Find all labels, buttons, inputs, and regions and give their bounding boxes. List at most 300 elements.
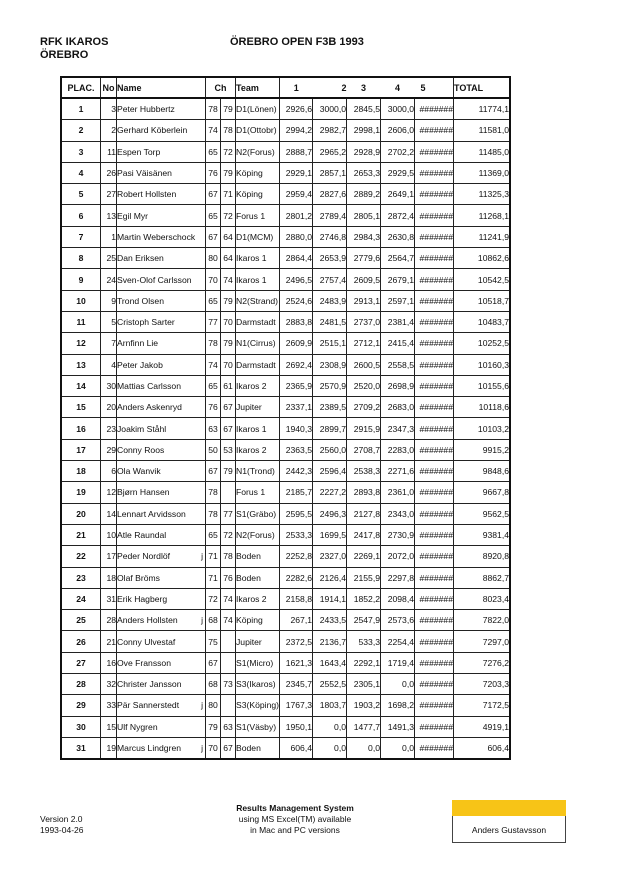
competitor-name: Arnfinn Lie [117, 338, 159, 349]
channel-1-cell: 67 [206, 461, 221, 482]
channel-1-cell: 71 [206, 567, 221, 588]
name-cell [117, 354, 206, 375]
total-cell: 9848,6 [454, 461, 511, 482]
placement-cell: 12 [61, 333, 101, 354]
round-5-cell: ####### [415, 674, 454, 695]
name-cell [117, 248, 206, 269]
channel-1-cell: 79 [206, 716, 221, 737]
channel-1-cell: 78 [206, 98, 221, 120]
table-row [61, 290, 510, 311]
placement-cell: 11 [61, 311, 101, 332]
table-row [61, 162, 510, 183]
round-2-cell: 2481,5 [313, 311, 347, 332]
placement-cell: 4 [61, 162, 101, 183]
table-row [61, 588, 510, 609]
channel-2-cell: 74 [221, 269, 236, 290]
round-1-cell: 2442,3 [280, 461, 313, 482]
placement-cell: 10 [61, 290, 101, 311]
channel-2-cell [221, 695, 236, 716]
table-row [61, 98, 510, 120]
number-cell: 33 [101, 695, 117, 716]
competitor-name: Bjørn Hansen [117, 487, 170, 498]
name-cell [117, 737, 206, 759]
team-cell: N2(Strand) [236, 290, 280, 311]
competitor-name: Pasi Väisänen [117, 168, 172, 179]
team-cell: S1(Gräbo) [236, 503, 280, 524]
competitor-name: Ola Wanvik [117, 466, 161, 477]
round-5-cell: ####### [415, 375, 454, 396]
round-2-cell: 3000,0 [313, 98, 347, 120]
version-info [40, 814, 83, 836]
round-3-cell: 1852,2 [347, 588, 381, 609]
software-note [210, 803, 380, 836]
placement-cell: 14 [61, 375, 101, 396]
team-cell: S1(Micro) [236, 652, 280, 673]
total-cell: 9381,4 [454, 524, 511, 545]
total-cell: 10103,2 [454, 418, 511, 439]
number-cell: 15 [101, 716, 117, 737]
competitor-name: Olaf Bröms [117, 572, 160, 583]
round-4-cell: 2558,5 [381, 354, 415, 375]
round-5-cell: ####### [415, 226, 454, 247]
round-4-cell: 1698,2 [381, 695, 415, 716]
team-cell: Jupiter [236, 631, 280, 652]
channel-2-cell: 72 [221, 141, 236, 162]
round-4-cell: 2072,0 [381, 546, 415, 567]
table-row [61, 418, 510, 439]
number-cell: 7 [101, 333, 117, 354]
round-1-cell: 2883,8 [280, 311, 313, 332]
number-cell: 19 [101, 737, 117, 759]
team-cell: Köping [236, 610, 280, 631]
round-3-cell: 2712,1 [347, 333, 381, 354]
competitor-name: Atle Raundal [117, 530, 167, 541]
team-cell: Boden [236, 546, 280, 567]
round-5-cell: ####### [415, 567, 454, 588]
round-2-cell: 2389,5 [313, 397, 347, 418]
channel-1-cell: 70 [206, 737, 221, 759]
placement-cell: 8 [61, 248, 101, 269]
number-cell: 26 [101, 162, 117, 183]
round-3-cell: 2805,1 [347, 205, 381, 226]
round-1-cell: 2801,2 [280, 205, 313, 226]
channel-2-cell [221, 652, 236, 673]
channel-2-cell: 74 [221, 588, 236, 609]
number-cell: 21 [101, 631, 117, 652]
round-3-cell: 2913,1 [347, 290, 381, 311]
total-cell: 10118,6 [454, 397, 511, 418]
table-row [61, 248, 510, 269]
table-row [61, 737, 510, 759]
team-cell: N2(Forus) [236, 141, 280, 162]
channel-2-cell: 70 [221, 311, 236, 332]
round-2-cell: 0,0 [313, 737, 347, 759]
round-1-cell: 2926,6 [280, 98, 313, 120]
round-3-cell: 2737,0 [347, 311, 381, 332]
round-5-cell: ####### [415, 120, 454, 141]
col-total: TOTAL [454, 77, 511, 98]
channel-2-cell: 67 [221, 397, 236, 418]
total-cell: 10252,5 [454, 333, 511, 354]
round-3-cell: 2709,2 [347, 397, 381, 418]
round-2-cell: 2757,4 [313, 269, 347, 290]
round-2-cell: 2827,6 [313, 184, 347, 205]
name-cell [117, 674, 206, 695]
channel-1-cell: 75 [206, 631, 221, 652]
round-1-cell: 2595,5 [280, 503, 313, 524]
round-5-cell: ####### [415, 439, 454, 460]
junior-mark: j [201, 551, 203, 562]
round-2-cell: 2483,9 [313, 290, 347, 311]
number-cell: 2 [101, 120, 117, 141]
competitor-name: Ove Fransson [117, 657, 171, 668]
round-5-cell: ####### [415, 184, 454, 205]
channel-1-cell: 78 [206, 333, 221, 354]
software-title: Results Management System [236, 803, 354, 813]
competitor-name: Trond Olsen [117, 295, 164, 306]
competitor-name: Martin Weberschock [117, 231, 196, 242]
round-5-cell: ####### [415, 418, 454, 439]
round-2-cell: 2552,5 [313, 674, 347, 695]
table-row [61, 652, 510, 673]
competitor-name: Anders Askenryd [117, 402, 182, 413]
name-cell [117, 546, 206, 567]
col-plac: PLAC. [61, 77, 101, 98]
channel-2-cell: 64 [221, 248, 236, 269]
round-3-cell: 2845,5 [347, 98, 381, 120]
competitor-name: Marcus Lindgren [117, 743, 182, 754]
author-name: Anders Gustavsson [471, 825, 547, 835]
round-2-cell: 1643,4 [313, 652, 347, 673]
col-round-1: 1 [280, 77, 313, 98]
team-cell: D1(Ottobr) [236, 120, 280, 141]
junior-mark: j [201, 743, 203, 754]
team-cell: S3(Ikaros) [236, 674, 280, 695]
table-row [61, 546, 510, 567]
competition-title: ÖREBRO OPEN F3B 1993 [230, 36, 364, 48]
round-3-cell: 2292,1 [347, 652, 381, 673]
round-5-cell: ####### [415, 269, 454, 290]
name-cell [117, 695, 206, 716]
competitor-name: Ulf Nygren [117, 721, 158, 732]
channel-2-cell: 63 [221, 716, 236, 737]
results-table [60, 76, 511, 760]
round-4-cell: 2597,1 [381, 290, 415, 311]
round-4-cell: 0,0 [381, 674, 415, 695]
round-3-cell: 2708,7 [347, 439, 381, 460]
channel-1-cell: 76 [206, 162, 221, 183]
round-4-cell: 2679,1 [381, 269, 415, 290]
col-no: No [101, 77, 117, 98]
placement-cell: 2 [61, 120, 101, 141]
round-2-cell: 0,0 [313, 716, 347, 737]
name-cell [117, 120, 206, 141]
placement-cell: 24 [61, 588, 101, 609]
col-round-4: 4 [381, 77, 415, 98]
placement-cell: 7 [61, 226, 101, 247]
total-cell: 7822,0 [454, 610, 511, 631]
placement-cell: 5 [61, 184, 101, 205]
name-cell [117, 162, 206, 183]
channel-1-cell: 65 [206, 141, 221, 162]
channel-2-cell: 72 [221, 205, 236, 226]
round-2-cell: 2857,1 [313, 162, 347, 183]
total-cell: 11485,0 [454, 141, 511, 162]
round-5-cell: ####### [415, 248, 454, 269]
round-2-cell: 2789,4 [313, 205, 347, 226]
round-1-cell: 2888,7 [280, 141, 313, 162]
round-3-cell: 1477,7 [347, 716, 381, 737]
round-2-cell: 2327,0 [313, 546, 347, 567]
team-cell: S1(Väsby) [236, 716, 280, 737]
number-cell: 17 [101, 546, 117, 567]
round-1-cell: 2524,6 [280, 290, 313, 311]
round-3-cell: 2547,9 [347, 610, 381, 631]
table-row [61, 439, 510, 460]
round-1-cell: 1940,3 [280, 418, 313, 439]
round-3-cell: 2928,9 [347, 141, 381, 162]
round-2-cell: 2570,9 [313, 375, 347, 396]
round-1-cell: 2959,4 [280, 184, 313, 205]
placement-cell: 20 [61, 503, 101, 524]
placement-cell: 23 [61, 567, 101, 588]
name-cell [117, 588, 206, 609]
placement-cell: 15 [61, 397, 101, 418]
number-cell: 11 [101, 141, 117, 162]
round-4-cell: 2343,0 [381, 503, 415, 524]
round-5-cell: ####### [415, 290, 454, 311]
name-cell [117, 418, 206, 439]
total-cell: 9915,2 [454, 439, 511, 460]
placement-cell: 21 [61, 524, 101, 545]
table-row [61, 311, 510, 332]
round-3-cell: 2417,8 [347, 524, 381, 545]
channel-1-cell: 65 [206, 205, 221, 226]
channel-1-cell: 71 [206, 546, 221, 567]
channel-2-cell: 79 [221, 333, 236, 354]
results-body [61, 98, 510, 759]
total-cell: 606,4 [454, 737, 511, 759]
number-cell: 14 [101, 503, 117, 524]
table-row [61, 269, 510, 290]
round-4-cell: 2415,4 [381, 333, 415, 354]
round-5-cell: ####### [415, 354, 454, 375]
round-4-cell: 2271,6 [381, 461, 415, 482]
channel-1-cell: 80 [206, 695, 221, 716]
table-row [61, 226, 510, 247]
channel-1-cell: 72 [206, 588, 221, 609]
round-4-cell: 2347,3 [381, 418, 415, 439]
table-row [61, 461, 510, 482]
number-cell: 16 [101, 652, 117, 673]
channel-1-cell: 63 [206, 418, 221, 439]
placement-cell: 26 [61, 631, 101, 652]
total-cell: 10542,5 [454, 269, 511, 290]
col-ch: Ch [206, 77, 236, 98]
round-5-cell: ####### [415, 588, 454, 609]
signature-color-bar [452, 800, 566, 816]
number-cell: 1 [101, 226, 117, 247]
col-round-2: 2 [313, 77, 347, 98]
round-3-cell: 2600,5 [347, 354, 381, 375]
team-cell: Köping [236, 184, 280, 205]
placement-cell: 17 [61, 439, 101, 460]
name-cell [117, 610, 206, 631]
competitor-name: Espen Torp [117, 146, 161, 157]
competitor-name: Mattias Carlsson [117, 381, 181, 391]
number-cell: 13 [101, 205, 117, 226]
total-cell: 10518,7 [454, 290, 511, 311]
table-row [61, 397, 510, 418]
round-5-cell: ####### [415, 503, 454, 524]
col-name: Name [117, 77, 206, 98]
name-cell [117, 205, 206, 226]
club-line-1: RFK IKAROS [40, 36, 109, 48]
round-4-cell: 2361,0 [381, 482, 415, 503]
competitor-name: Christer Jansson [117, 679, 182, 690]
round-2-cell: 2126,4 [313, 567, 347, 588]
round-3-cell: 0,0 [347, 737, 381, 759]
team-cell: Forus 1 [236, 205, 280, 226]
channel-2-cell [221, 482, 236, 503]
round-2-cell: 1914,1 [313, 588, 347, 609]
round-2-cell: 2560,0 [313, 439, 347, 460]
col-team: Team [236, 77, 280, 98]
placement-cell: 22 [61, 546, 101, 567]
round-4-cell: 2649,1 [381, 184, 415, 205]
round-3-cell: 1903,2 [347, 695, 381, 716]
round-5-cell: ####### [415, 652, 454, 673]
total-cell: 11325,3 [454, 184, 511, 205]
competitor-name: Joakim Ståhl [117, 423, 167, 434]
placement-cell: 28 [61, 674, 101, 695]
channel-2-cell: 61 [221, 375, 236, 396]
team-cell: N1(Cirrus) [236, 333, 280, 354]
number-cell: 6 [101, 461, 117, 482]
round-4-cell: 2702,2 [381, 141, 415, 162]
name-cell [117, 503, 206, 524]
team-cell: D1(Lönen) [236, 98, 280, 120]
channel-2-cell: 67 [221, 418, 236, 439]
team-cell: Darmstadt [236, 311, 280, 332]
round-1-cell: 2929,1 [280, 162, 313, 183]
number-cell: 27 [101, 184, 117, 205]
round-4-cell: 2683,0 [381, 397, 415, 418]
version-label: Version 2.0 [40, 814, 83, 824]
number-cell: 5 [101, 311, 117, 332]
round-4-cell: 2564,7 [381, 248, 415, 269]
round-4-cell: 2929,5 [381, 162, 415, 183]
table-row [61, 674, 510, 695]
total-cell: 10862,6 [454, 248, 511, 269]
total-cell: 7297,0 [454, 631, 511, 652]
channel-1-cell: 50 [206, 439, 221, 460]
name-cell [117, 141, 206, 162]
round-5-cell: ####### [415, 631, 454, 652]
club-line-2: ÖREBRO [40, 49, 89, 61]
channel-2-cell [221, 631, 236, 652]
channel-2-cell: 67 [221, 737, 236, 759]
total-cell: 8023,4 [454, 588, 511, 609]
competitor-name: Peter Hubbertz [117, 104, 175, 115]
round-2-cell: 2653,9 [313, 248, 347, 269]
round-5-cell: ####### [415, 716, 454, 737]
total-cell: 11268,1 [454, 205, 511, 226]
channel-1-cell: 78 [206, 482, 221, 503]
channel-2-cell: 70 [221, 354, 236, 375]
channel-2-cell: 79 [221, 98, 236, 120]
channel-2-cell: 79 [221, 290, 236, 311]
round-2-cell: 2136,7 [313, 631, 347, 652]
round-1-cell: 1767,3 [280, 695, 313, 716]
round-1-cell: 2185,7 [280, 482, 313, 503]
round-5-cell: ####### [415, 524, 454, 545]
channel-2-cell: 71 [221, 184, 236, 205]
name-cell [117, 333, 206, 354]
competitor-name: Conny Ulvestaf [117, 636, 176, 647]
round-2-cell: 2982,7 [313, 120, 347, 141]
round-1-cell: 2365,9 [280, 375, 313, 396]
name-cell [117, 290, 206, 311]
number-cell: 28 [101, 610, 117, 631]
placement-cell: 16 [61, 418, 101, 439]
placement-cell: 6 [61, 205, 101, 226]
channel-2-cell: 78 [221, 546, 236, 567]
channel-1-cell: 76 [206, 397, 221, 418]
placement-cell: 25 [61, 610, 101, 631]
total-cell: 4919,1 [454, 716, 511, 737]
placement-cell: 31 [61, 737, 101, 759]
round-4-cell: 2630,8 [381, 226, 415, 247]
team-cell: Ikaros 2 [236, 588, 280, 609]
total-cell: 11369,0 [454, 162, 511, 183]
competitor-name: Dan Eriksen [117, 253, 164, 264]
name-cell [117, 226, 206, 247]
name-cell [117, 184, 206, 205]
round-1-cell: 2363,5 [280, 439, 313, 460]
round-1-cell: 2692,4 [280, 354, 313, 375]
number-cell: 10 [101, 524, 117, 545]
round-2-cell: 2496,3 [313, 503, 347, 524]
round-4-cell: 3000,0 [381, 98, 415, 120]
table-row [61, 333, 510, 354]
round-2-cell: 1803,7 [313, 695, 347, 716]
placement-cell: 29 [61, 695, 101, 716]
total-cell: 7276,2 [454, 652, 511, 673]
round-3-cell: 2269,1 [347, 546, 381, 567]
round-1-cell: 2337,1 [280, 397, 313, 418]
round-2-cell: 1699,5 [313, 524, 347, 545]
table-row [61, 567, 510, 588]
total-cell: 7203,3 [454, 674, 511, 695]
competitor-name: Cristoph Sarter [117, 317, 175, 328]
round-4-cell: 2573,6 [381, 610, 415, 631]
channel-2-cell: 79 [221, 461, 236, 482]
round-1-cell: 2864,4 [280, 248, 313, 269]
team-cell: Boden [236, 737, 280, 759]
channel-1-cell: 68 [206, 674, 221, 695]
round-5-cell: ####### [415, 737, 454, 759]
round-1-cell: 2609,9 [280, 333, 313, 354]
competitor-name: Gerhard Köberlein [117, 125, 188, 136]
col-round-5: 5 [415, 77, 454, 98]
placement-cell: 9 [61, 269, 101, 290]
round-5-cell: ####### [415, 141, 454, 162]
round-4-cell: 1491,3 [381, 716, 415, 737]
round-2-cell: 2227,2 [313, 482, 347, 503]
round-3-cell: 533,3 [347, 631, 381, 652]
round-4-cell: 2872,4 [381, 205, 415, 226]
